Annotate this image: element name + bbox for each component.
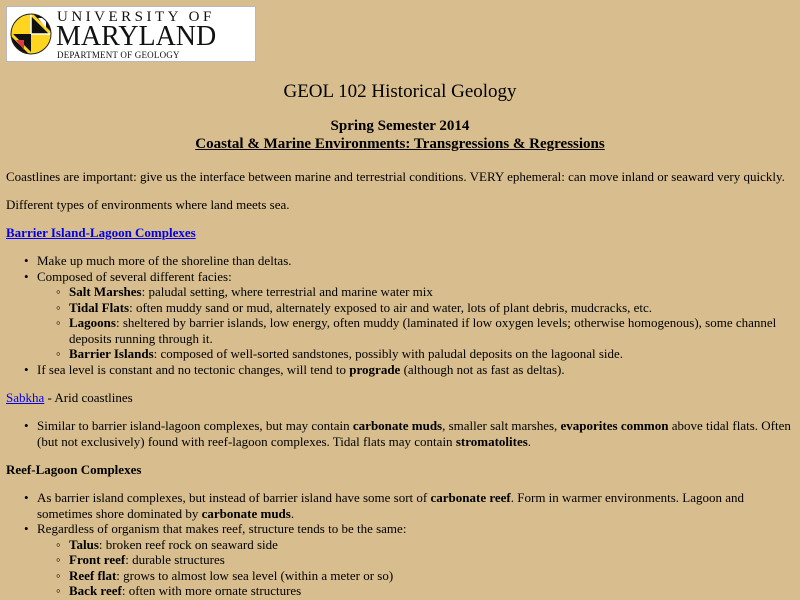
list-item-text: If sea level is constant and no tectonic changes, will tend to [37,361,350,377]
facies-term: Barrier Islands [69,346,154,361]
list-item [56,567,794,584]
page-title: GEOL 102 Historical Geology [283,81,517,102]
logo-university-text: UNIVERSITY OF [57,9,215,25]
bullet-icon: • [24,253,29,268]
maryland-flag-seal-icon [10,10,52,58]
reef-part-term: Reef flat [69,567,117,583]
circle-bullet-icon: ◦ [56,552,61,567]
list-item-text: Make up much more of the shoreline than deltas. [37,253,292,268]
barrier-island-link[interactable]: Barrier Island-Lagoon Complexes [6,225,196,240]
list-item [56,299,794,316]
list-item-text: . [290,505,295,521]
list-item-text: (although not as fast as deltas). [400,361,565,377]
list-item [24,361,794,378]
reef-part-term: Back reef [69,583,122,598]
university-logo [6,6,256,62]
bold-term: carbonate reef [430,490,511,505]
facies-list [56,284,794,362]
sabkha-link[interactable]: Sabkha [6,390,45,405]
bold-term: carbonate muds [201,505,291,521]
list-item-text: . Form in warmer environments. Lagoon and sometimes shore dominated by [37,490,744,521]
list-item-text: , smaller salt marshes, [442,418,561,433]
reef-part-text: : grows to almost low sea level (within a meter or so) [116,567,394,583]
bullet-icon: • [24,268,29,284]
facies-text: : sheltered by barrier islands, low energy, often muddy (laminated if low oxygen levels; otherwise homogenous), some channel deposits running through it. [69,315,777,346]
circle-bullet-icon: ◦ [56,346,61,361]
list-item [56,315,794,346]
list-item [56,552,794,568]
list-item [56,346,794,362]
list-item [24,418,794,449]
logo-department-text: DEPARTMENT OF GEOLOGY [57,50,180,60]
bold-term: carbonate muds [352,418,443,433]
semester-heading: Spring Semester 2014 [330,118,470,134]
facies-term: Lagoons [69,315,116,330]
facies-text: : often muddy sand or mud, alternately exposed to air and water, lots of plant debris, mudcracks, etc. [129,299,653,315]
bullet-icon: • [24,490,29,505]
reef-list [24,490,794,599]
reef-part-text: : often with more ornate structures [121,583,302,598]
list-item-text: Regardless of organism that makes reef, structure tends to be the same: [37,521,407,536]
list-item [24,253,794,269]
list-item [56,284,794,300]
list-item [24,521,794,599]
barrier-list [24,253,794,377]
topic-heading: Coastal & Marine Environments: Transgressions & Regressions [195,136,605,152]
reef-part-text: : broken reef rock on seaward side [98,536,278,552]
list-item [24,490,794,521]
list-item [56,583,794,599]
list-item-text: . [527,433,532,449]
reef-part-term: Talus [69,536,99,552]
circle-bullet-icon: ◦ [56,567,61,583]
logo-maryland-text: MARYLAND [56,21,217,52]
bold-term: evaporites common [560,418,669,433]
intro-paragraph-2: Different types of environments where land meets sea. [6,197,290,212]
circle-bullet-icon: ◦ [56,315,61,330]
bold-term: prograde [349,361,401,377]
sabkha-list [24,418,794,449]
circle-bullet-icon: ◦ [56,299,61,315]
circle-bullet-icon: ◦ [56,583,61,598]
reef-part-text: : durable structures [125,552,225,567]
reef-heading: Reef-Lagoon Complexes [6,462,142,477]
circle-bullet-icon: ◦ [56,536,61,552]
list-item [24,268,794,362]
bullet-icon: • [24,521,29,536]
bold-term: stromatolites [455,433,528,449]
sabkha-heading-paragraph [6,390,133,406]
facies-term: Tidal Flats [69,299,130,315]
bullet-icon: • [24,418,29,433]
reef-parts-list [56,536,794,599]
reef-part-term: Front reef [69,552,126,567]
barrier-heading-paragraph [6,225,196,241]
circle-bullet-icon: ◦ [56,284,61,299]
list-item-text: above tidal flats. Often (but not exclusively) found with reef-lagoon complexes. Tidal flats may contain [37,418,791,449]
facies-text: : composed of well-sorted sandstones, possibly with paludal deposits on the lagoonal side. [153,346,624,361]
list-item-text: Composed of several different facies: [37,268,232,284]
facies-text: : paludal setting, where terrestrial and marine water mix [141,284,433,299]
sabkha-subtitle: - Arid coastlines [44,390,133,405]
list-item [56,536,794,553]
list-item-text: Similar to barrier island-lagoon complexes, but may contain [37,418,353,433]
list-item-text: As barrier island complexes, but instead of barrier island have some sort of [37,490,431,505]
intro-paragraph-1: Coastlines are important: give us the interface between marine and terrestrial conditions. VERY ephemeral: can move inland or seaward very quickly. [6,169,785,184]
bullet-icon: • [24,361,29,377]
facies-term: Salt Marshes [69,284,142,299]
